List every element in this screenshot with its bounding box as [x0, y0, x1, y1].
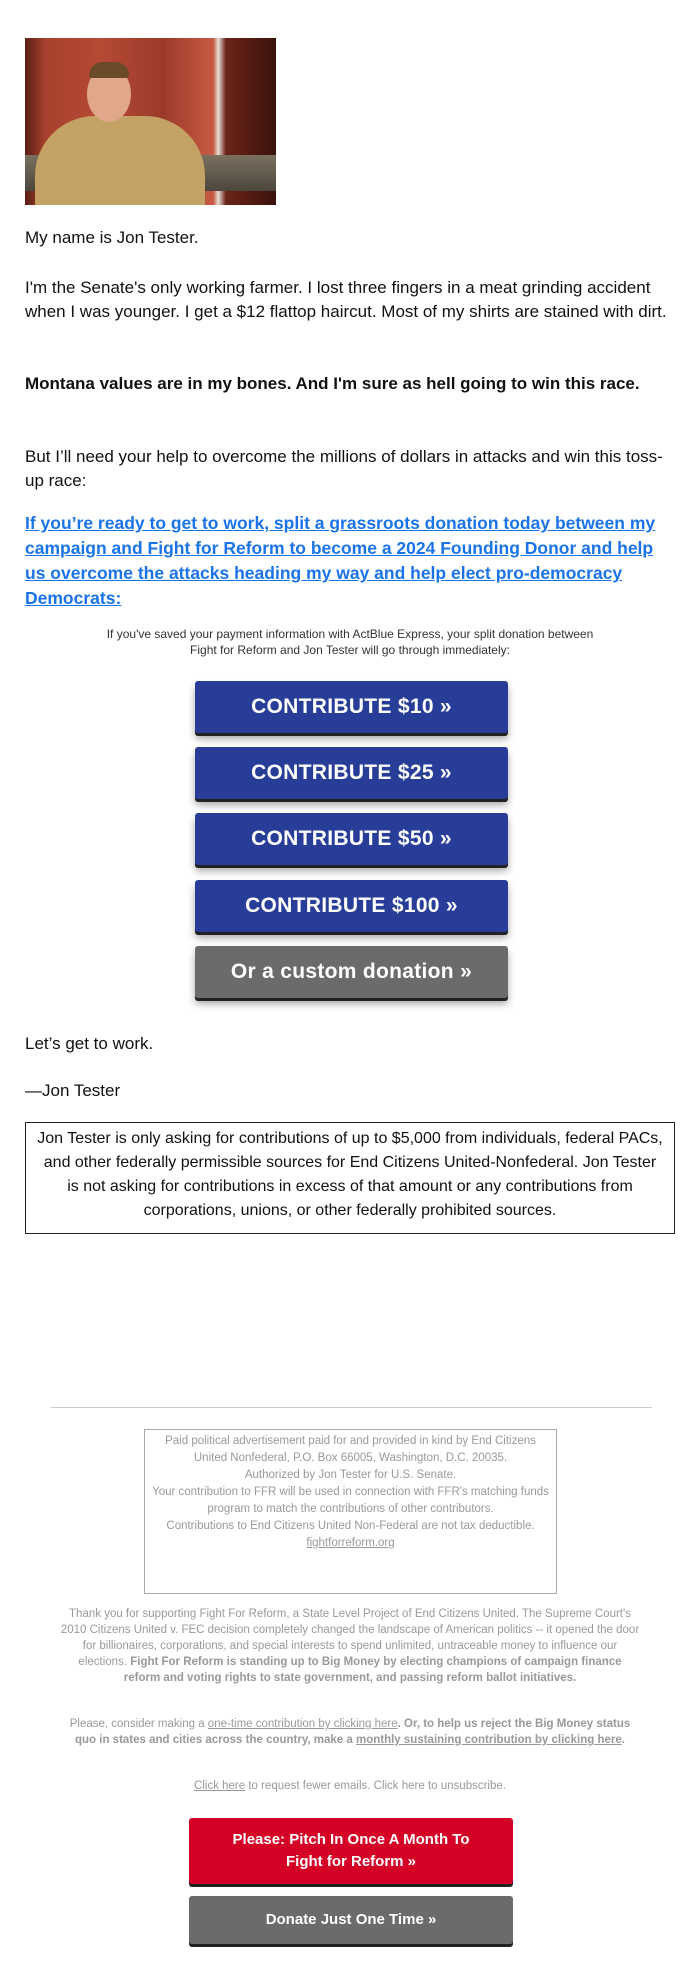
one-time-contribution-link[interactable]: one-time contribution by clicking here: [207, 1718, 398, 1730]
tax-text: Contributions to End Citizens United Non-Federal are not tax deductible.: [166, 1520, 535, 1532]
contribute-50-button[interactable]: CONTRIBUTE $50 »: [195, 813, 508, 865]
farmer-paragraph: I'm the Senate's only working farmer. I lost three fingers in a meat grinding accident when I was younger. I get a $12 flattop haircut. Most of my shirts are stained with dirt.: [25, 278, 667, 321]
period: .: [621, 1734, 625, 1746]
one-time-donation-button[interactable]: Donate Just One Time »: [189, 1896, 513, 1944]
help-paragraph: But I’ll need your help to overcome the millions of dollars in attacks and win this toss-up race:: [25, 447, 663, 490]
montana-values-paragraph: Montana values are in my bones. And I'm sure as hell going to win this race.: [25, 374, 640, 393]
thanks-text: Thank you for supporting Fight For Reform, a State Level Project of End Citizens United. The Supreme Court's 2010 Citizens United v. FEC decision completely changed the landscape of American politics -- it opened the door for billionaires, corporations, and special interests to spend unlimited, untraceable money to influence our elections.: [60, 1608, 640, 1668]
footer-divider: [51, 1407, 652, 1408]
authorized-text: Authorized by Jon Tester for U.S. Senate.: [244, 1469, 457, 1481]
jon-tester-photo: [25, 38, 276, 205]
closing-text: Let’s get to work.: [25, 1034, 154, 1053]
paid-by-text: Paid political advertisement paid for and provided in kind by End Citizens United Nonfederal, P.O. Box 66005, Washington, D.C. 20035.: [165, 1435, 536, 1464]
contribution-disclaimer-box: Jon Tester is only asking for contributions of up to $5,000 from individuals, federal PACs, and other federally permissible sources for End Citizens United-Nonfederal. Jon Tester is not asking for contributions in excess of that amount or any contributions from corporations, unions, or other federally prohibited sources.: [25, 1122, 675, 1234]
monthly-donation-button[interactable]: Please: Pitch In Once A Month To Fight for Reform »: [189, 1818, 513, 1884]
actblue-express-note: If you've saved your payment information with ActBlue Express, your split donation between Fight for Reform and Jon Tester will go through immediately:: [106, 627, 594, 657]
email-preferences: [60, 1778, 640, 1794]
contribute-25-button[interactable]: CONTRIBUTE $25 »: [195, 747, 508, 799]
custom-donation-button[interactable]: Or a custom donation »: [195, 946, 508, 998]
please-bold-text: . Or, to help us reject the Big Money status quo in states and cities across the country, make a: [74, 1718, 631, 1746]
paid-for-box: [144, 1429, 557, 1594]
contribute-10-button[interactable]: CONTRIBUTE $10 »: [195, 681, 508, 733]
monthly-contribution-link[interactable]: monthly sustaining contribution by clicking here: [355, 1734, 622, 1746]
unsubscribe-text[interactable]: to request fewer emails. Click here to unsubscribe.: [245, 1780, 506, 1792]
intro-text: My name is Jon Tester.: [25, 228, 199, 247]
fewer-emails-link[interactable]: Click here: [194, 1780, 246, 1792]
matching-text: Your contribution to FFR will be used in connection with FFR's matching funds program to match the contributions of other contributors.: [152, 1486, 549, 1515]
donation-cta-link[interactable]: If you’re ready to get to work, split a grassroots donation today between my campaign and Fight for Reform to become a 2024 Founding Donor and help us overcome the attacks heading my way and help elect pro-democracy Democrats:: [25, 513, 656, 608]
contribution-options-paragraph: [60, 1716, 640, 1748]
site-link[interactable]: fightforreform.org: [306, 1537, 395, 1549]
please-prefix: Please, consider making a: [69, 1718, 208, 1730]
photo-hair: [89, 62, 129, 78]
contribute-100-button[interactable]: CONTRIBUTE $100 »: [195, 880, 508, 932]
signature: —Jon Tester: [25, 1081, 121, 1100]
thanks-bold-text: Fight For Reform is standing up to Big Money by electing champions of campaign finance reform and voting rights to state government, and passing reform ballot initiatives.: [123, 1656, 622, 1684]
thanks-paragraph: [60, 1606, 640, 1686]
photo-figure: [35, 116, 205, 205]
